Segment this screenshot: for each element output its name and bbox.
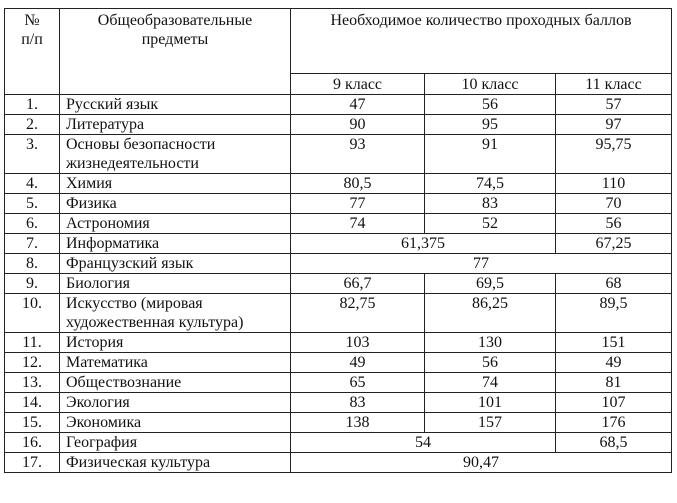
header-grade-10: 10 класс [425,74,556,95]
table-row [5,373,672,393]
row-number: 12. [5,353,60,373]
score-grade-11: 67,25 [556,234,672,254]
score-grade-11: 97 [556,115,672,135]
score-grade-10: 83 [425,194,556,214]
subject-name: Французский язык [60,254,291,274]
score-grade-9: 77 [291,194,425,214]
subject-name: Искусство (мировая художественная культура) [60,294,291,333]
score-grade-11: 68,5 [556,433,672,453]
subject-name: Астрономия [60,214,291,234]
score-grade-9: 74 [291,214,425,234]
row-number: 6. [5,214,60,234]
subject-name: Обществознание [60,373,291,393]
header-grade-9: 9 класс [291,74,425,95]
table-row [5,353,672,373]
table-row [5,294,672,333]
score-grade-9: 103 [291,333,425,353]
score-grade-9-10: 61,375 [291,234,556,254]
passing-scores-table [4,8,672,473]
score-grade-10: 74 [425,373,556,393]
subject-name: Русский язык [60,95,291,115]
score-grade-10: 74,5 [425,174,556,194]
row-number: 9. [5,274,60,294]
row-number: 1. [5,95,60,115]
subject-name: Экология [60,393,291,413]
score-grade-10: 86,25 [425,294,556,333]
score-grade-10: 95 [425,115,556,135]
score-all-grades: 77 [291,254,672,274]
score-grade-11: 151 [556,333,672,353]
score-grade-11: 57 [556,95,672,115]
score-grade-11: 70 [556,194,672,214]
subject-name: Литература [60,115,291,135]
row-number: 5. [5,194,60,214]
header-grade-11: 11 класс [556,74,672,95]
table-row [5,194,672,214]
table-row [5,135,672,174]
score-grade-11: 110 [556,174,672,194]
table-row [5,393,672,413]
score-grade-10: 91 [425,135,556,174]
score-grade-11: 56 [556,214,672,234]
score-grade-10: 56 [425,95,556,115]
score-grade-9: 93 [291,135,425,174]
table-row [5,95,672,115]
table-row [5,274,672,294]
subject-name: Основы безопасности жизнедеятельности [60,135,291,174]
table-row [5,115,672,135]
header-number: № п/п [5,9,60,95]
subject-name: История [60,333,291,353]
score-grade-9: 49 [291,353,425,373]
subject-name: Информатика [60,234,291,254]
score-grade-9: 90 [291,115,425,135]
score-grade-10: 52 [425,214,556,234]
score-grade-11: 81 [556,373,672,393]
row-number: 7. [5,234,60,254]
score-grade-11: 89,5 [556,294,672,333]
subject-name: География [60,433,291,453]
row-number: 4. [5,174,60,194]
score-grade-9: 66,7 [291,274,425,294]
table-row [5,333,672,353]
score-grade-9: 47 [291,95,425,115]
table-row [5,234,672,254]
table-row [5,174,672,194]
row-number: 16. [5,433,60,453]
subject-name: Математика [60,353,291,373]
header-required-scores: Необходимое количество проходных баллов [291,9,672,74]
score-grade-11: 107 [556,393,672,413]
score-grade-9-10: 54 [291,433,556,453]
score-grade-11: 49 [556,353,672,373]
table-row [5,433,672,453]
table-row [5,453,672,473]
score-grade-9: 80,5 [291,174,425,194]
score-grade-11: 95,75 [556,135,672,174]
score-grade-10: 56 [425,353,556,373]
score-grade-11: 176 [556,413,672,433]
row-number: 2. [5,115,60,135]
score-grade-10: 157 [425,413,556,433]
score-grade-9: 82,75 [291,294,425,333]
subject-name: Физическая культура [60,453,291,473]
score-grade-9: 65 [291,373,425,393]
table-row [5,214,672,234]
row-number: 15. [5,413,60,433]
subject-name: Химия [60,174,291,194]
row-number: 11. [5,333,60,353]
row-number: 17. [5,453,60,473]
row-number: 13. [5,373,60,393]
score-grade-11: 68 [556,274,672,294]
score-grade-10: 130 [425,333,556,353]
score-grade-9: 138 [291,413,425,433]
subject-name: Физика [60,194,291,214]
table-row [5,413,672,433]
score-grade-9: 83 [291,393,425,413]
table-row [5,254,672,274]
score-grade-10: 69,5 [425,274,556,294]
score-grade-10: 101 [425,393,556,413]
subject-name: Биология [60,274,291,294]
row-number: 8. [5,254,60,274]
row-number: 10. [5,294,60,333]
score-all-grades: 90,47 [291,453,672,473]
header-subject: Общеобразовательные предметы [60,9,291,95]
row-number: 14. [5,393,60,413]
row-number: 3. [5,135,60,174]
subject-name: Экономика [60,413,291,433]
